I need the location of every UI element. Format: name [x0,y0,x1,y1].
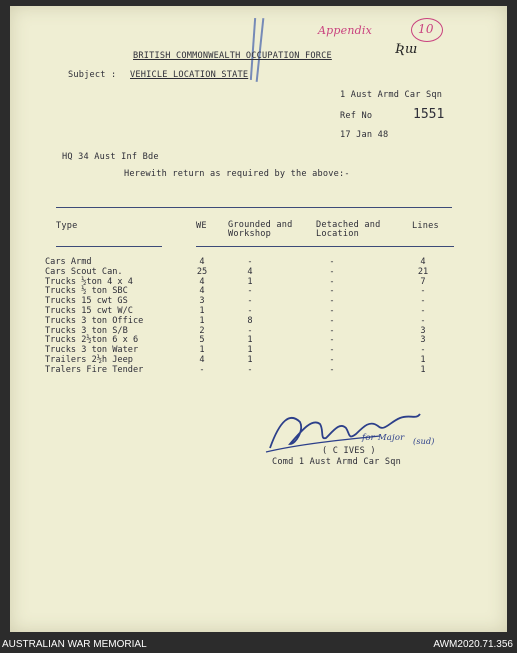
cell-lines: 1 [420,354,426,365]
cell-type: Tralers Fire Tender [45,364,144,375]
cell-grounded: - [247,305,253,316]
document-title: BRITISH COMMONWEALTH OCCUPATION FORCE [133,51,332,61]
cell-type: Cars Scout Can. [45,266,123,277]
cell-type: Trucks 3 ton Office [45,315,144,326]
cell-detached: - [329,325,335,336]
column-detached [320,258,344,376]
cell-we: 4 [199,286,205,297]
cell-grounded: - [247,286,253,297]
cell-we: 1 [199,345,205,356]
footer-credit: AUSTRALIAN WAR MEMORIAL [2,639,147,650]
cell-type: Trucks 15 cwt W/C [45,305,133,316]
cell-detached: - [329,276,335,287]
cell-lines: - [420,345,426,356]
cell-lines: 1 [420,364,426,375]
cell-type: Trucks 2½ton 6 x 6 [45,335,139,346]
appendix-annotation: Appendix [318,24,372,37]
cell-detached: - [329,345,335,356]
cell-grounded: 4 [247,266,253,277]
cell-lines: 7 [420,276,426,287]
table-top-rule [56,207,452,208]
cell-type: Trucks ½ton 4 x 4 [45,276,133,287]
cell-lines: - [420,315,426,326]
header-detached-2: Location [316,229,359,239]
cell-grounded: 1 [247,276,253,287]
cell-we: 1 [199,305,205,316]
cell-type: Cars Armd [45,257,92,267]
cell-we: 4 [199,276,205,287]
cell-we: 2 [199,325,205,336]
cell-grounded: 1 [247,335,253,346]
cell-grounded: - [247,325,253,336]
cell-we: - [199,364,205,375]
signature-title: Comd 1 Aust Armd Car Sqn [272,457,401,467]
cell-lines: - [420,305,426,316]
cell-lines: 21 [417,266,429,277]
addressee: HQ 34 Aust Inf Bde [62,152,159,162]
cell-lines: 3 [420,325,426,336]
cell-type: Trucks 15 cwt GS [45,296,128,307]
cell-we: 3 [199,296,205,307]
cell-grounded: - [247,257,253,267]
footer-reference: AWM2020.71.356 [433,639,513,650]
cell-we: 25 [196,266,208,277]
cell-lines: - [420,296,426,307]
header-we: WE [196,221,207,231]
cell-type: Trucks 3 ton Water [45,345,139,356]
cell-we: 5 [199,335,205,346]
cell-detached: - [329,335,335,346]
column-grounded [238,258,262,376]
column-lines [411,258,435,376]
initials-annotation: Ʀɯ [395,42,418,57]
cell-type: Trucks 3 ton S/B [45,325,128,336]
cell-detached: - [329,257,335,267]
cell-grounded: 1 [247,345,253,356]
subject-text: VEHICLE LOCATION STATE [130,70,249,80]
cell-lines: 3 [420,335,426,346]
header-type: Type [56,221,78,231]
cell-grounded: 8 [247,315,253,326]
intro-text: Herewith return as required by the above:- [124,169,350,179]
header-lines: Lines [412,221,439,231]
ref-number: 1551 [413,107,445,122]
cell-we: 4 [199,257,205,267]
signature-for: for Major [362,433,405,443]
type-underline [56,246,162,247]
document-date: 17 Jan 48 [340,130,389,140]
cell-detached: - [329,266,335,277]
header-detached: Detached and [316,220,381,230]
cell-type: Trailers 2½h Jeep [45,354,133,365]
cell-detached: - [329,305,335,316]
cell-grounded: - [247,364,253,375]
annotation-number: 10 [418,22,434,36]
cell-grounded: 1 [247,354,253,365]
column-we [190,258,214,376]
cell-detached: - [329,315,335,326]
cell-lines: 4 [420,257,426,267]
unit-name: 1 Aust Armd Car Sqn [340,90,443,100]
cell-type: Trucks ½ ton SBC [45,286,128,297]
columns-underline [196,246,454,247]
subject-label: Subject : [68,70,117,80]
cell-grounded: - [247,296,253,307]
cell-detached: - [329,286,335,297]
signature-sic: (sud) [413,437,435,446]
ref-label: Ref No [340,111,373,121]
cell-detached: - [329,354,335,365]
cell-lines: - [420,286,426,297]
header-grounded-2: Workshop [228,229,271,239]
column-type [45,258,143,376]
header-grounded: Grounded and [228,220,293,230]
cell-we: 4 [199,354,205,365]
signature-name: ( C IVES ) [322,446,376,456]
cell-detached: - [329,364,335,375]
cell-we: 1 [199,315,205,326]
cell-detached: - [329,296,335,307]
